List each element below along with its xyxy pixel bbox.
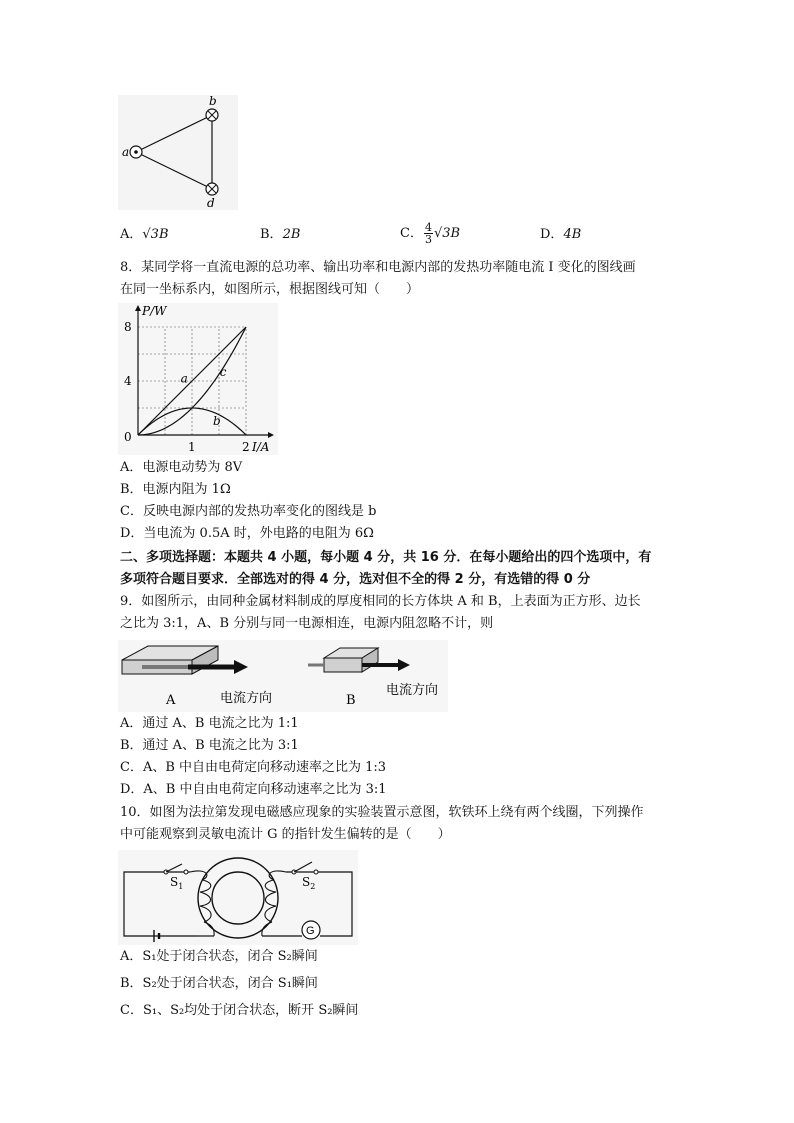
q9-option-c[interactable]: C．A、B 中自由电荷定向移动速率之比为 1:3	[120, 760, 387, 775]
q10-option-a[interactable]: A．S₁处于闭合状态，闭合 S₂瞬间	[120, 949, 318, 964]
q7-triangle-figure	[118, 95, 238, 210]
x-tick-label: 0	[124, 430, 132, 444]
current-out-of-page-icon	[130, 146, 142, 158]
option-expr: √3B	[433, 226, 461, 241]
current-direction-label-a: 电流方向	[220, 690, 273, 705]
q10-stem-line2: 中可能观察到灵敏电流计 G 的指针发生偏转的是（ ）	[120, 827, 451, 842]
q10-stem-line1: 10．如图为法拉第发现电磁感应现象的实验装置示意图，软铁环上绕有两个线圈，下列操作	[120, 805, 644, 820]
option-expr: √3B	[142, 227, 169, 242]
q10-option-b[interactable]: B．S₂处于闭合状态，闭合 S₁瞬间	[120, 976, 318, 991]
q10-faraday-ring-figure	[118, 850, 358, 945]
q7-option-c[interactable]	[400, 218, 460, 250]
q8-stem-line2: 在同一坐标系内，如图所示，根据图线可知（ ）	[120, 282, 420, 297]
section2-heading-line2: 多项符合题目要求．全部选对的得 4 分，选对但不全的得 2 分，有选错的得 0 分	[120, 572, 591, 587]
q9-option-d[interactable]: D．A、B 中自由电荷定向移动速率之比为 3:1	[120, 782, 387, 797]
current-into-page-icon	[206, 183, 218, 195]
galvanometer-icon	[302, 921, 320, 939]
svg-text:G: G	[306, 925, 315, 937]
q8-option-c[interactable]: C．反映电源内部的发热功率变化的图线是 b	[120, 504, 377, 519]
q7-option-d[interactable]	[540, 226, 581, 244]
q9-blocks-figure	[118, 640, 448, 712]
label-a: a	[122, 145, 130, 159]
label-s2: $S_2$	[302, 875, 316, 891]
series-label-a: a	[180, 371, 188, 386]
label-b: b	[209, 95, 217, 108]
y-axis-label: P/W	[142, 304, 167, 318]
section2-heading-line1: 二、多项选择题：本题共 4 小题，每小题 4 分，共 16 分．在每小题给出的四个选项中，有	[120, 550, 652, 565]
q9-option-b[interactable]: B．通过 A、B 电流之比为 3:1	[120, 738, 299, 753]
fraction: $\frac{4}{3}$	[424, 221, 432, 246]
label-s1: $S_1$	[170, 875, 184, 891]
option-letter: C．	[400, 226, 423, 241]
current-direction-label-b: 电流方向	[386, 682, 439, 697]
label-d: d	[207, 196, 215, 210]
series-label-b: b	[213, 413, 221, 428]
q8-power-chart	[118, 303, 278, 455]
series-label-c: c	[219, 365, 227, 380]
q9-option-a[interactable]: A．通过 A、B 电流之比为 1:1	[120, 716, 299, 731]
label-block-b: B	[346, 693, 356, 708]
option-letter: A．	[120, 227, 143, 242]
x-tick-label: 2	[242, 440, 250, 454]
current-into-page-icon	[206, 109, 218, 121]
x-axis-label: I/A	[252, 440, 270, 454]
option-letter: D．	[540, 227, 564, 242]
q10-option-c[interactable]: C．S₁、S₂均处于闭合状态，断开 S₂瞬间	[120, 1003, 359, 1018]
q7-option-a[interactable]	[120, 226, 169, 244]
q8-stem-line1: 8．某同学将一直流电源的总功率、输出功率和电源内部的发热功率随电流 I 变化的图线画	[120, 260, 636, 275]
q8-option-a[interactable]: A．电源电动势为 8V	[120, 460, 243, 475]
q9-stem-line2: 之比为 3:1，A、B 分别与同一电源相连，电源内阻忽略不计，则	[120, 616, 494, 631]
y-tick-label: 8	[124, 320, 132, 334]
q8-option-d[interactable]: D．当电流为 0.5A 时，外电路的电阻为 6Ω	[120, 526, 374, 541]
y-tick-label: 4	[124, 374, 132, 388]
label-block-a: A	[166, 693, 176, 708]
q7-option-b[interactable]	[260, 226, 300, 244]
x-tick-label: 1	[188, 440, 196, 454]
option-letter: B．	[260, 227, 283, 242]
q8-option-b[interactable]: B．电源内阻为 1Ω	[120, 482, 231, 497]
option-expr: 2B	[282, 227, 301, 242]
option-expr: 4B	[563, 227, 582, 242]
q9-stem-line1: 9．如图所示，由同种金属材料制成的厚度相同的长方体块 A 和 B，上表面为正方形、边长	[120, 594, 641, 609]
